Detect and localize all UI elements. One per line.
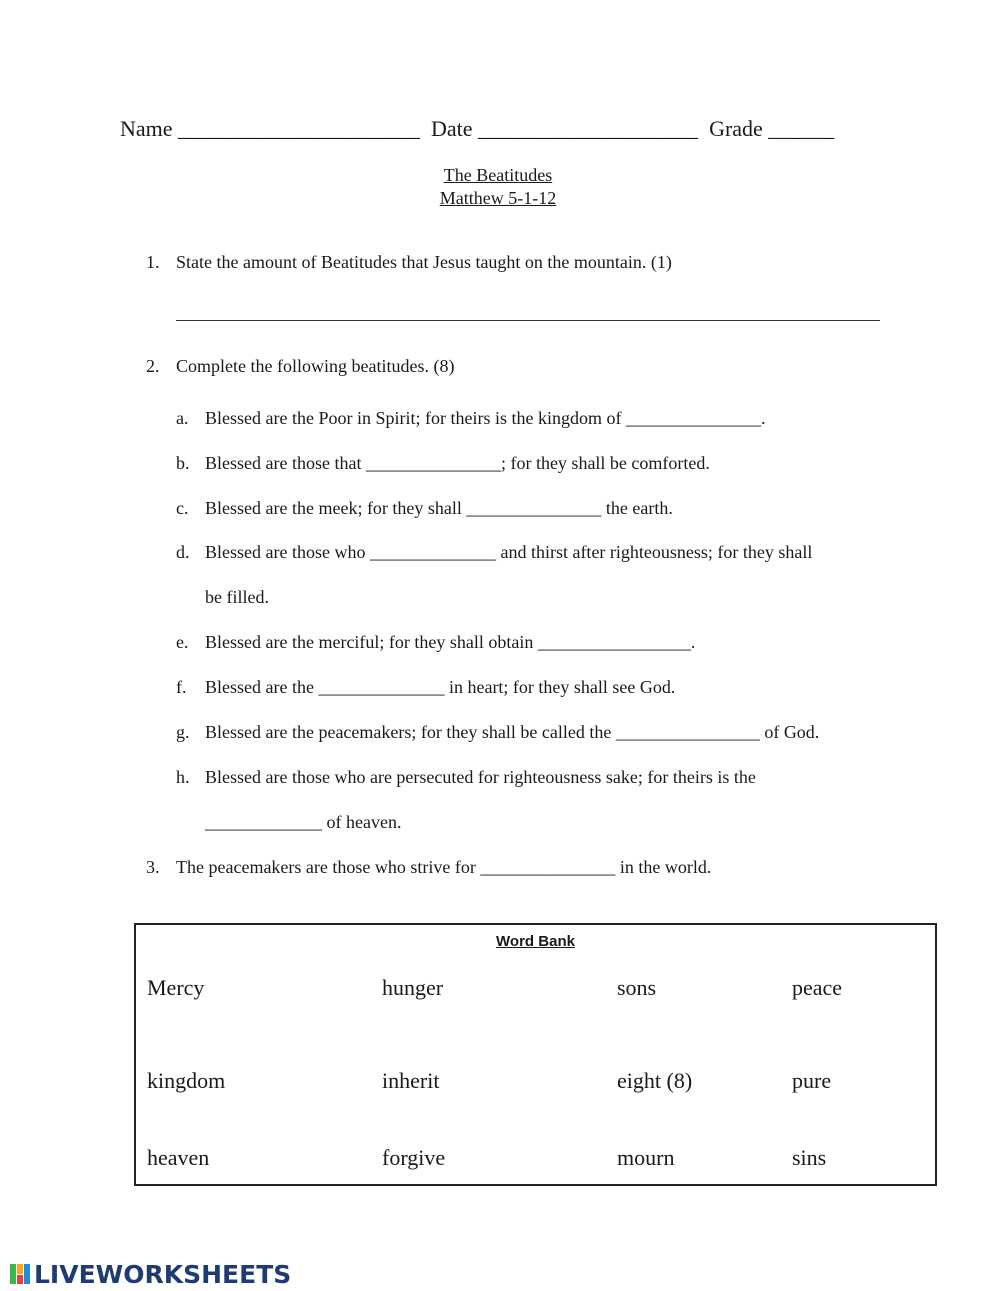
word-bank-item[interactable]: heaven xyxy=(147,1145,210,1170)
word-bank-item[interactable]: peace xyxy=(792,975,843,1000)
beatitude-g-text[interactable]: Blessed are the peacemakers; for they shall be called the ________________ of God. xyxy=(205,722,820,742)
beatitude-c-label: c. xyxy=(176,498,189,518)
beatitude-c-text[interactable]: Blessed are the meek; for they shall _______________ the earth. xyxy=(205,498,673,518)
question-1-number: 1. xyxy=(146,252,160,272)
beatitude-e-text[interactable]: Blessed are the merciful; for they shall obtain _________________. xyxy=(205,632,696,652)
question-3-text[interactable]: The peacemakers are those who strive for _______________ in the world. xyxy=(176,857,712,877)
word-bank-title: Word Bank xyxy=(496,933,575,950)
header-fields xyxy=(120,116,834,142)
beatitude-e-label: e. xyxy=(176,632,189,652)
word-bank-item[interactable]: inherit xyxy=(382,1068,440,1093)
beatitude-f-label: f. xyxy=(176,677,187,697)
liveworksheets-logo-text: LIVEWORKSHEETS xyxy=(34,1259,292,1289)
beatitude-b-text[interactable]: Blessed are those that _______________; for they shall be comforted. xyxy=(205,453,710,473)
beatitude-d-text[interactable]: Blessed are those who ______________ and thirst after righteousness; for they shall xyxy=(205,542,813,562)
word-bank-item[interactable]: forgive xyxy=(382,1145,446,1170)
beatitude-a-label: a. xyxy=(176,408,189,428)
word-bank-item[interactable]: pure xyxy=(792,1068,832,1093)
beatitude-d-continuation: be filled. xyxy=(205,587,269,607)
question-2-text: Complete the following beatitudes. (8) xyxy=(176,356,455,376)
worksheet-title: The Beatitudes xyxy=(443,165,553,185)
word-bank-item[interactable]: sons xyxy=(617,975,657,1000)
word-bank-item[interactable]: mourn xyxy=(617,1145,675,1170)
worksheet-subtitle: Matthew 5-1-12 xyxy=(439,188,557,208)
word-bank-item[interactable]: Mercy xyxy=(147,975,205,1000)
beatitude-g-label: g. xyxy=(176,722,190,742)
question-1-text: State the amount of Beatitudes that Jesus taught on the mountain. (1) xyxy=(176,252,672,272)
liveworksheets-logo-icon xyxy=(10,1262,32,1286)
word-bank-item[interactable]: hunger xyxy=(382,975,444,1000)
date-field-label[interactable]: Date ____________________ xyxy=(431,116,699,141)
beatitude-h-label: h. xyxy=(176,767,190,787)
liveworksheets-logo[interactable] xyxy=(10,1258,291,1290)
beatitude-h-continuation[interactable]: _____________ of heaven. xyxy=(205,812,402,832)
question-2-number: 2. xyxy=(146,356,160,376)
grade-field-label[interactable]: Grade ______ xyxy=(709,116,835,141)
beatitude-b-label: b. xyxy=(176,453,190,473)
word-bank-item[interactable]: eight (8) xyxy=(617,1068,693,1093)
beatitude-d-label: d. xyxy=(176,542,190,562)
word-bank-box xyxy=(134,923,937,1186)
name-field-label[interactable]: Name ______________________ xyxy=(120,116,421,141)
beatitude-h-text: Blessed are those who are persecuted for righteousness sake; for theirs is the xyxy=(205,767,756,787)
word-bank-item[interactable]: kingdom xyxy=(147,1068,226,1093)
question-1-answer-line[interactable] xyxy=(176,320,880,321)
question-3-number: 3. xyxy=(146,857,160,877)
beatitude-f-text[interactable]: Blessed are the ______________ in heart; for they shall see God. xyxy=(205,677,676,697)
beatitude-a-text[interactable]: Blessed are the Poor in Spirit; for theirs is the kingdom of _______________. xyxy=(205,408,766,428)
word-bank-item[interactable]: sins xyxy=(792,1145,827,1170)
